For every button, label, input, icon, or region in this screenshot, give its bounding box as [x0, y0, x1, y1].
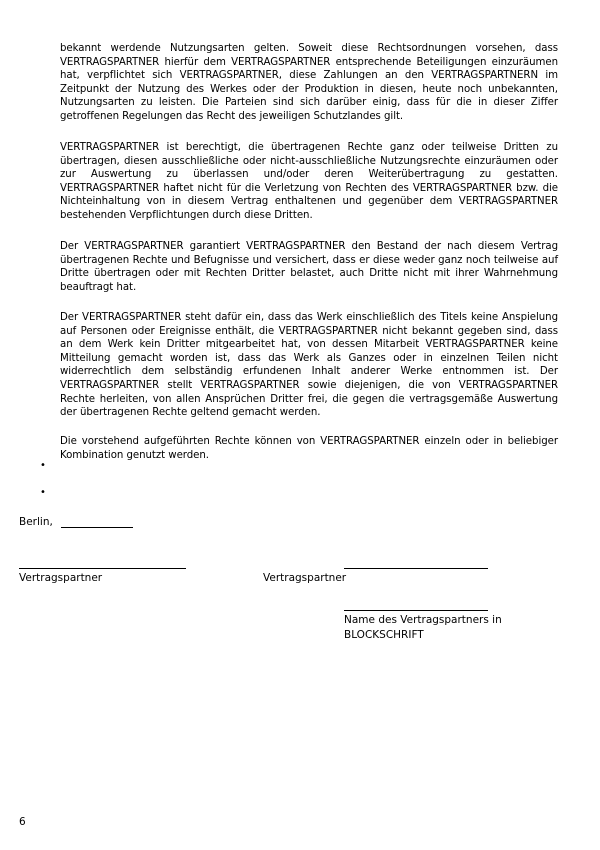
- signature-line-left: [19, 568, 186, 569]
- date-line: [61, 527, 133, 528]
- paragraph-indemnity: Der VERTRAGSPARTNER steht dafür ein, dass das Werk einschließlich des Titels keine Anspielung auf Personen oder Ereignisse enthält, die VERTRAGSPARTNER nicht bekannt gegeben sind, dass an dem Werk kein Dritter mitgearbeitet hat, von dessen Mitarbeit VERTRAGSPARTNER keine Mitteilung gemacht worden ist, dass das Werk als Ganzes oder in einzelnen Teilen nicht widerrechtlich dem selbständig erfundenen Inhalt anderer Werke entnommen ist. Der VERTRAGSPARTNER stellt VERTRAGSPARTNER sowie diejenigen, die von VERTRAGSPARTNER Rechte herleiten, von allen Ansprüchen Dritter frei, die gegen die vertragsgemäße Auswertung der übertragenen Rechte geltend gemacht werden.: [60, 312, 558, 419]
- paragraph-usage-rights: bekannt werdende Nutzungsarten gelten. Soweit diese Rechtsordnungen vorsehen, dass VERTRAGSPARTNER hierfür dem VERTRAGSPARTNER entsprechende Beteiligungen einzuräumen hat, verpflichtet sich VERTRAGSPARTNER, diese Zahlungen an den VERTRAGSPARTNERN im Zeitpunkt der Nutzung des Werkes oder der Produktion in diesen, heute noch unbekannten, Nutzungsarten zu leisten. Die Parteien sind sich darüber einig, dass für die in dieser Ziffer getroffenen Regelungen das Recht des jeweiligen Schutzlandes gilt.: [60, 43, 558, 122]
- paragraph-warranty: Der VERTRAGSPARTNER garantiert VERTRAGSPARTNER den Bestand der nach diesem Vertrag übertragenen Rechte und Befugnisse und versichert, dass er diese weder ganz noch teilweise auf Dritte übertragen oder mit Rechten Dritter belastet, auch Dritte nicht mit ihrer Wahrnehmung beauftragt hat.: [60, 241, 558, 293]
- bullet-point: •: [40, 460, 46, 471]
- page-number: 6: [19, 816, 26, 828]
- signature-label-left: Vertragspartner: [19, 572, 103, 584]
- name-caption-blockschrift: BLOCKSCHRIFT: [344, 629, 424, 641]
- bullet-point: •: [40, 487, 46, 498]
- name-line: [344, 610, 488, 611]
- place-label: Berlin,: [19, 516, 53, 528]
- paragraph-transfer-rights: VERTRAGSPARTNER ist berechtigt, die übertragenen Rechte ganz oder teilweise Dritten zu übertragen, diesen ausschließliche oder nicht-ausschließliche Nutzungsrechte einzuräumen oder zur Auswertung zu überlassen und/oder deren Weiterübertragung zu gestatten. VERTRAGSPARTNER haftet nicht für die Verletzung von Rechten des VERTRAGSPARTNER bzw. die Nichteinhaltung von in diesem Vertrag enthaltenen und gegenüber dem VERTRAGSPARTNER bestehenden Verpflichtungen durch diese Dritten.: [60, 142, 558, 221]
- paragraph-combination: Die vorstehend aufgeführten Rechte können von VERTRAGSPARTNER einzeln oder in beliebiger Kombination genutzt werden.: [60, 436, 558, 461]
- signature-label-right: Vertragspartner: [263, 572, 347, 584]
- signature-line-right: [344, 568, 488, 569]
- name-caption: Name des Vertragspartners in: [344, 614, 502, 626]
